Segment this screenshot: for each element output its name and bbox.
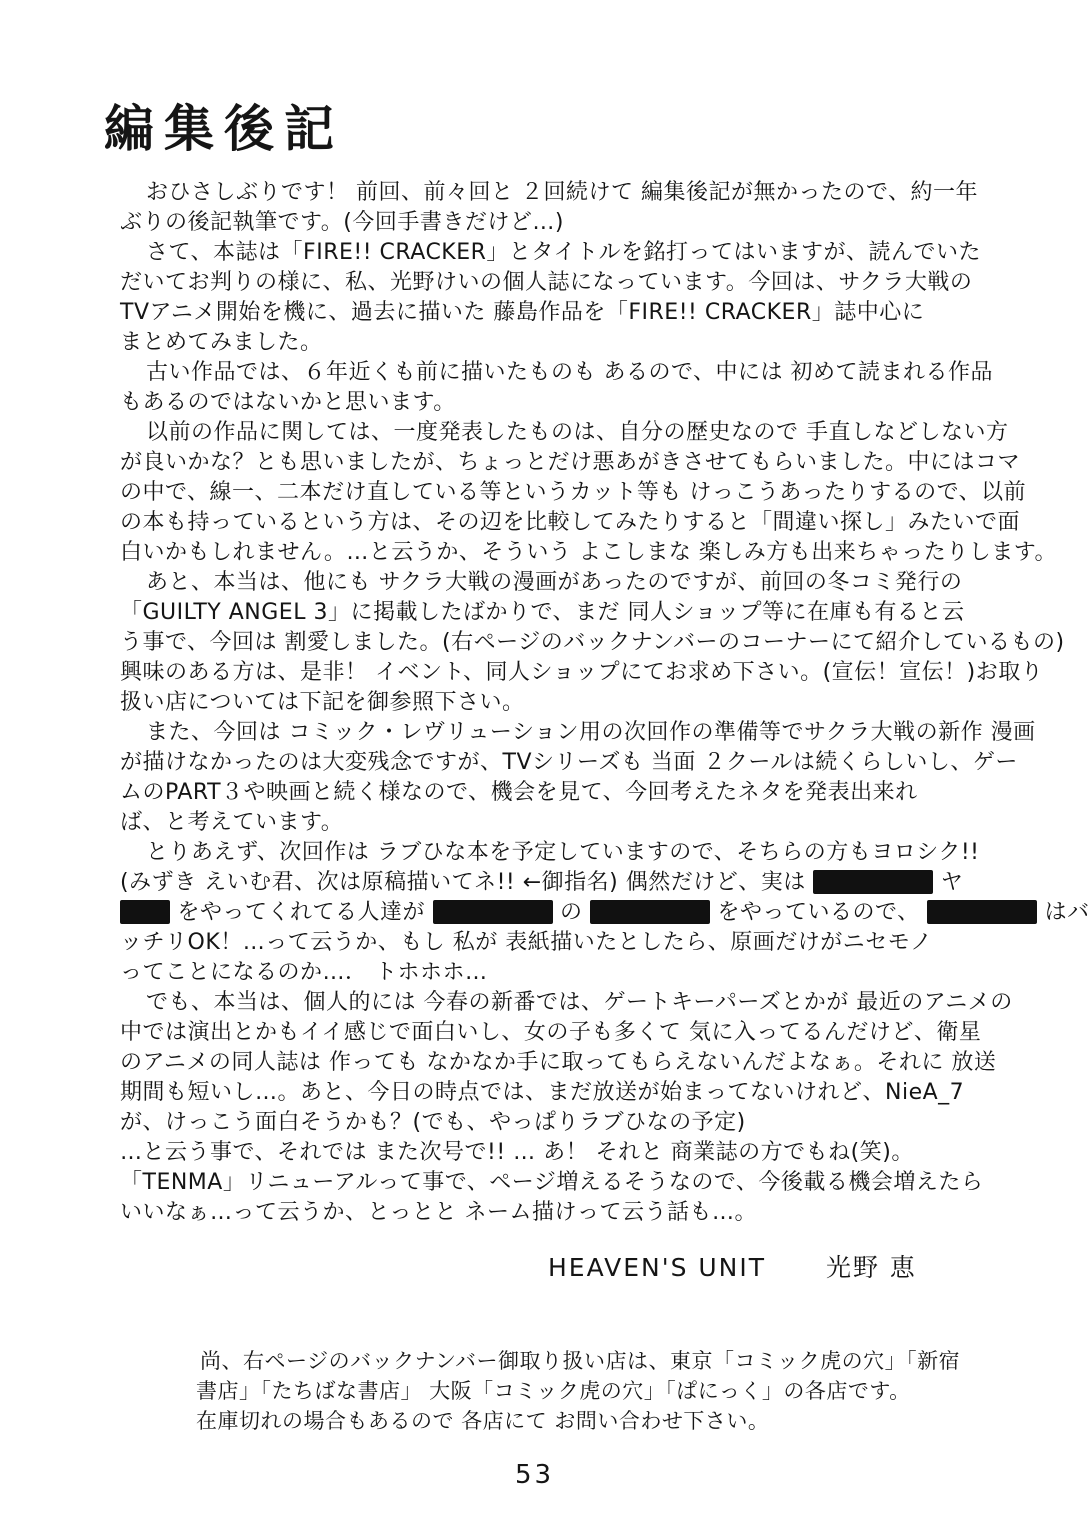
- body-line: ば、と考えています。: [120, 810, 344, 835]
- body-line: さて、本誌は「FIRE!! CRACKER」とタイトルを銘打ってはいますが、読んでいた: [146, 240, 981, 265]
- note-line: 書店」「たちばな書店」 大阪「コミック虎の穴」「ぱにっく」の各店です。: [196, 1379, 911, 1403]
- note-line: 在庫切れの場合もあるので 各店にて お問い合わせ下さい。: [196, 1409, 770, 1433]
- body-line: ぶりの後記執筆です。(今回手書きだけど…): [120, 210, 564, 235]
- body-line: とりあえず、次回作は ラブひな本を予定していますので、そちらの方もヨロシク!!: [146, 840, 980, 865]
- redaction-bar: [433, 900, 553, 924]
- body-line: ってことになるのか…． トホホホ…: [120, 960, 488, 985]
- body-line: う事で、今回は 割愛しました。(右ページのバックナンバーのコーナーにて紹介しているもの): [120, 630, 1065, 655]
- redaction-bar: [590, 900, 710, 924]
- signature: [548, 1248, 917, 1284]
- body-line-text: をやってくれてる人達が: [177, 900, 426, 925]
- body-line: まとめてみました。: [120, 330, 323, 355]
- page-number: 53: [515, 1460, 555, 1490]
- body-line: 扱い店については下記を御参照下さい。: [120, 690, 525, 715]
- body-line-text: ヤ: [940, 870, 964, 895]
- body-line-text: の: [560, 900, 583, 925]
- body-line: ッチリOK！…って云うか、もし 私が 表紙描いたとしたら、原画だけがニセモノ: [120, 930, 933, 955]
- signature-name: 光野 恵: [825, 1253, 917, 1282]
- body-line: おひさしぶりです！ 前回、前々回と ２回続けて 編集後記が無かったので、約一年: [146, 180, 979, 205]
- body-line: 興味のある方は、是非！ イベント、同人ショップにてお求め下さい。(宣伝！宣伝！)お取り: [120, 660, 1044, 685]
- note-line: 尚、右ページのバックナンバー御取り扱い店は、東京「コミック虎の穴」「新宿: [200, 1349, 961, 1373]
- body-line-text: はバ: [1044, 900, 1090, 925]
- body-line: 「GUILTY ANGEL 3」に掲載したばかりで、まだ 同人ショップ等に在庫も有ると云: [120, 600, 965, 625]
- body-line: [120, 898, 1090, 928]
- body-line: 中では演出とかもイイ感じで面白いし、女の子も多くて 気に入ってるんだけど、衛星: [120, 1020, 982, 1045]
- body-line: だいてお判りの様に、私、光野けいの個人誌になっています。今回は、サクラ大戦の: [120, 270, 973, 295]
- body-line: 古い作品では、６年近くも前に描いたものも あるので、中には 初めて読まれる作品: [146, 360, 994, 385]
- redaction-bar: [813, 870, 933, 894]
- body-line: [120, 868, 963, 898]
- body-line: が描けなかったのは大変残念ですが、TVシリーズも 当面 ２クールは続くらしいし、ゲー: [120, 750, 1018, 775]
- body-line: 白いかもしれません。…と云うか、そういう よこしまな 楽しみ方も出来ちゃったりします。: [120, 540, 1058, 565]
- body-line: でも、本当は、個人的には 今春の新番では、ゲートキーパーズとかが 最近のアニメの: [146, 990, 1013, 1015]
- body-line: が良いかな？とも思いましたが、ちょっとだけ悪あがきさせてもらいました。中にはコマ: [120, 450, 1021, 475]
- page-title: 編集後記: [104, 100, 344, 158]
- body-line-text: (みずき えいむ君、次は原稿描いてネ!! ←御指名) 偶然だけど、実は: [120, 870, 806, 895]
- body-line: の中で、線一、二本だけ直している等というカット等も けっこうあったりするので、以前: [120, 480, 1027, 505]
- body-line: 「TENMA」リニューアルって事で、ページ増えるそうなので、今後載る機会増えたら: [120, 1170, 984, 1195]
- body-line: あと、本当は、他にも サクラ大戦の漫画があったのですが、前回の冬コミ発行の: [146, 570, 963, 595]
- body-line: の本も持っているという方は、その辺を比較してみたりすると「間違い探し」みたいで面: [120, 510, 1021, 535]
- body-line: 以前の作品に関しては、一度発表したものは、自分の歴史なので 手直しなどしない方: [146, 420, 1009, 445]
- body-line-text: をやっているので、: [717, 900, 920, 925]
- redaction-bar: [927, 900, 1037, 924]
- body-line: 期間も短いし…。あと、今日の時点では、まだ放送が始まってないけれど、NieA_7: [120, 1080, 965, 1105]
- body-line: TVアニメ開始を機に、過去に描いた 藤島作品を「FIRE!! CRACKER」誌中心に: [120, 300, 925, 325]
- redaction-bar: [120, 900, 170, 924]
- body-line: もあるのではないかと思います。: [120, 390, 456, 415]
- body-line: ムのPART３や映画と続く様なので、機会を見て、今回考えたネタを発表出来れ: [120, 780, 918, 805]
- body-line: また、今回は コミック・レヴリューション用の次回作の準備等でサクラ大戦の新作 漫画: [146, 720, 1036, 745]
- body-line: が、けっこう面白そうかも？(でも、やっぱりラブひなの予定): [120, 1110, 746, 1135]
- body-line: …と云う事で、それでは また次号で!! … あ！ それと 商業誌の方でもね(笑)。: [120, 1140, 914, 1165]
- body-line: のアニメの同人誌は 作っても なかなか手に取ってもらえないんだよなぁ。それに 放送: [120, 1050, 997, 1075]
- signature-group: HEAVEN'S UNIT: [548, 1253, 767, 1282]
- body-line: いいなぁ…って云うか、とっとと ネーム描けって云う話も…。: [120, 1200, 758, 1225]
